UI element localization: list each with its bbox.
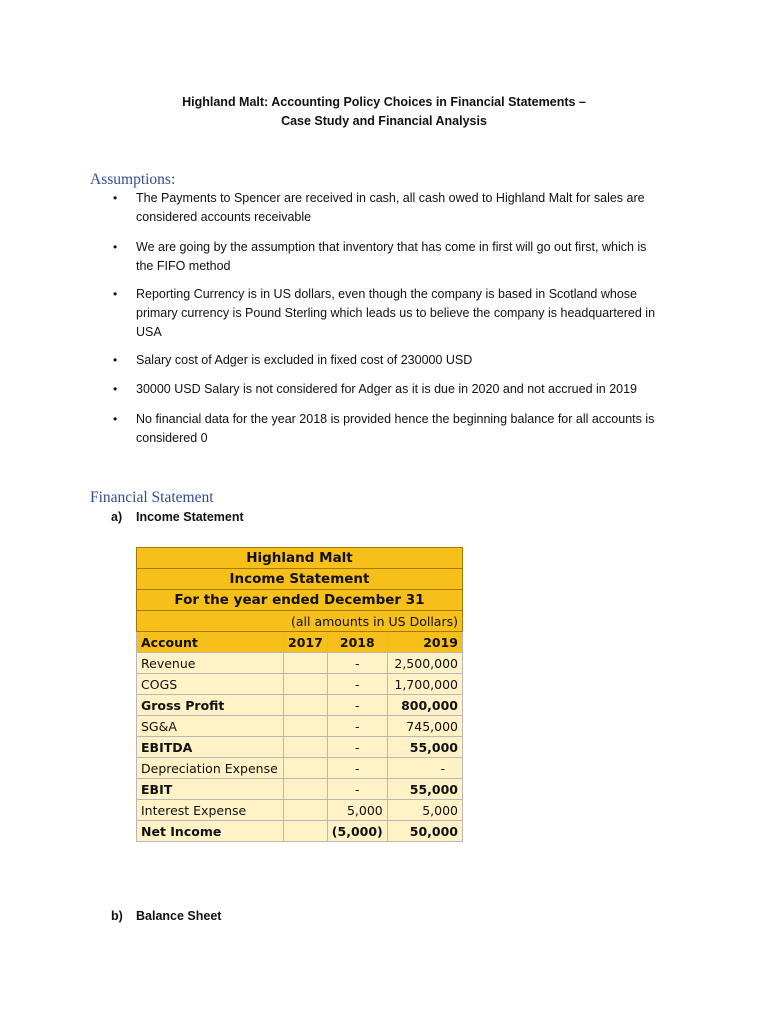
value-cell: 50,000 bbox=[387, 821, 462, 842]
table-units-row bbox=[137, 611, 463, 632]
value-cell bbox=[284, 737, 328, 758]
table-row bbox=[137, 779, 463, 800]
value-cell: 55,000 bbox=[387, 779, 462, 800]
column-header: Account bbox=[137, 632, 284, 653]
value-cell: - bbox=[327, 695, 387, 716]
value-cell: 745,000 bbox=[387, 716, 462, 737]
account-cell: COGS bbox=[137, 674, 284, 695]
value-cell bbox=[284, 758, 328, 779]
table-row bbox=[137, 758, 463, 779]
account-cell: Gross Profit bbox=[137, 695, 284, 716]
value-cell bbox=[284, 716, 328, 737]
table-title-row bbox=[137, 569, 463, 590]
list-item-text: No financial data for the year 2018 is provided hence the beginning balance for all accounts is considered 0 bbox=[136, 412, 655, 445]
value-cell: - bbox=[327, 758, 387, 779]
value-cell bbox=[284, 653, 328, 674]
table-row bbox=[137, 821, 463, 842]
bullet-icon: • bbox=[113, 353, 118, 367]
table-row bbox=[137, 716, 463, 737]
value-cell: 5,000 bbox=[327, 800, 387, 821]
value-cell bbox=[284, 821, 328, 842]
column-header: 2019 bbox=[387, 632, 462, 653]
section-letter: b) bbox=[111, 909, 123, 923]
table-row bbox=[137, 800, 463, 821]
statement-units: (all amounts in US Dollars) bbox=[137, 611, 463, 632]
company-name: Highland Malt bbox=[137, 548, 463, 569]
financial-statement-heading: Financial Statement bbox=[90, 489, 214, 506]
table-title-row bbox=[137, 548, 463, 569]
value-cell bbox=[284, 800, 328, 821]
bullet-icon: • bbox=[113, 191, 118, 205]
account-cell: Interest Expense bbox=[137, 800, 284, 821]
value-cell: - bbox=[327, 716, 387, 737]
value-cell: 55,000 bbox=[387, 737, 462, 758]
value-cell: 1,700,000 bbox=[387, 674, 462, 695]
section-label: Income Statement bbox=[136, 510, 244, 524]
income-statement-label bbox=[111, 510, 311, 528]
value-cell: 800,000 bbox=[387, 695, 462, 716]
table-header-row bbox=[137, 632, 463, 653]
value-cell bbox=[284, 674, 328, 695]
table-row bbox=[137, 653, 463, 674]
account-cell: EBITDA bbox=[137, 737, 284, 758]
bullet-icon: • bbox=[113, 412, 118, 426]
value-cell: - bbox=[387, 758, 462, 779]
list-item-text: Salary cost of Adger is excluded in fixed cost of 230000 USD bbox=[136, 353, 473, 367]
list-item-text: The Payments to Spencer are received in cash, all cash owed to Highland Malt for sales are considered accounts receivable bbox=[136, 191, 645, 224]
document-title-line2: Case Study and Financial Analysis bbox=[281, 114, 487, 128]
value-cell: 2,500,000 bbox=[387, 653, 462, 674]
bullet-icon: • bbox=[113, 382, 118, 396]
income-statement-table bbox=[136, 547, 463, 842]
account-cell: SG&A bbox=[137, 716, 284, 737]
column-header: 2017 bbox=[284, 632, 328, 653]
list-item-text: Reporting Currency is in US dollars, even though the company is based in Scotland whose primary currency is Pound Sterling which leads us to believe the company is headquartered in USA bbox=[136, 287, 656, 339]
value-cell: - bbox=[327, 737, 387, 758]
account-cell: Net Income bbox=[137, 821, 284, 842]
value-cell: (5,000) bbox=[327, 821, 387, 842]
table-row bbox=[137, 737, 463, 758]
section-label: Balance Sheet bbox=[136, 909, 222, 923]
bullet-icon: • bbox=[113, 287, 118, 301]
value-cell: 5,000 bbox=[387, 800, 462, 821]
section-letter: a) bbox=[111, 510, 123, 524]
value-cell: - bbox=[327, 674, 387, 695]
table-row bbox=[137, 695, 463, 716]
balance-sheet-label bbox=[111, 909, 311, 927]
value-cell bbox=[284, 695, 328, 716]
column-header: 2018 bbox=[327, 632, 387, 653]
value-cell bbox=[284, 779, 328, 800]
value-cell: - bbox=[327, 653, 387, 674]
bullet-icon: • bbox=[113, 240, 118, 254]
table-row bbox=[137, 674, 463, 695]
statement-name: Income Statement bbox=[137, 569, 463, 590]
document-title-line1: Highland Malt: Accounting Policy Choices in Financial Statements – bbox=[182, 95, 586, 109]
account-cell: EBIT bbox=[137, 779, 284, 800]
list-item-text: 30000 USD Salary is not considered for Adger as it is due in 2020 and not accrued in 2019 bbox=[136, 382, 638, 396]
list-item-text: We are going by the assumption that inventory that has come in first will go out first, which is the FIFO method bbox=[136, 240, 647, 273]
statement-period: For the year ended December 31 bbox=[137, 590, 463, 611]
table-title-row bbox=[137, 590, 463, 611]
account-cell: Revenue bbox=[137, 653, 284, 674]
assumptions-heading: Assumptions: bbox=[90, 171, 176, 188]
account-cell: Depreciation Expense bbox=[137, 758, 284, 779]
value-cell: - bbox=[327, 779, 387, 800]
